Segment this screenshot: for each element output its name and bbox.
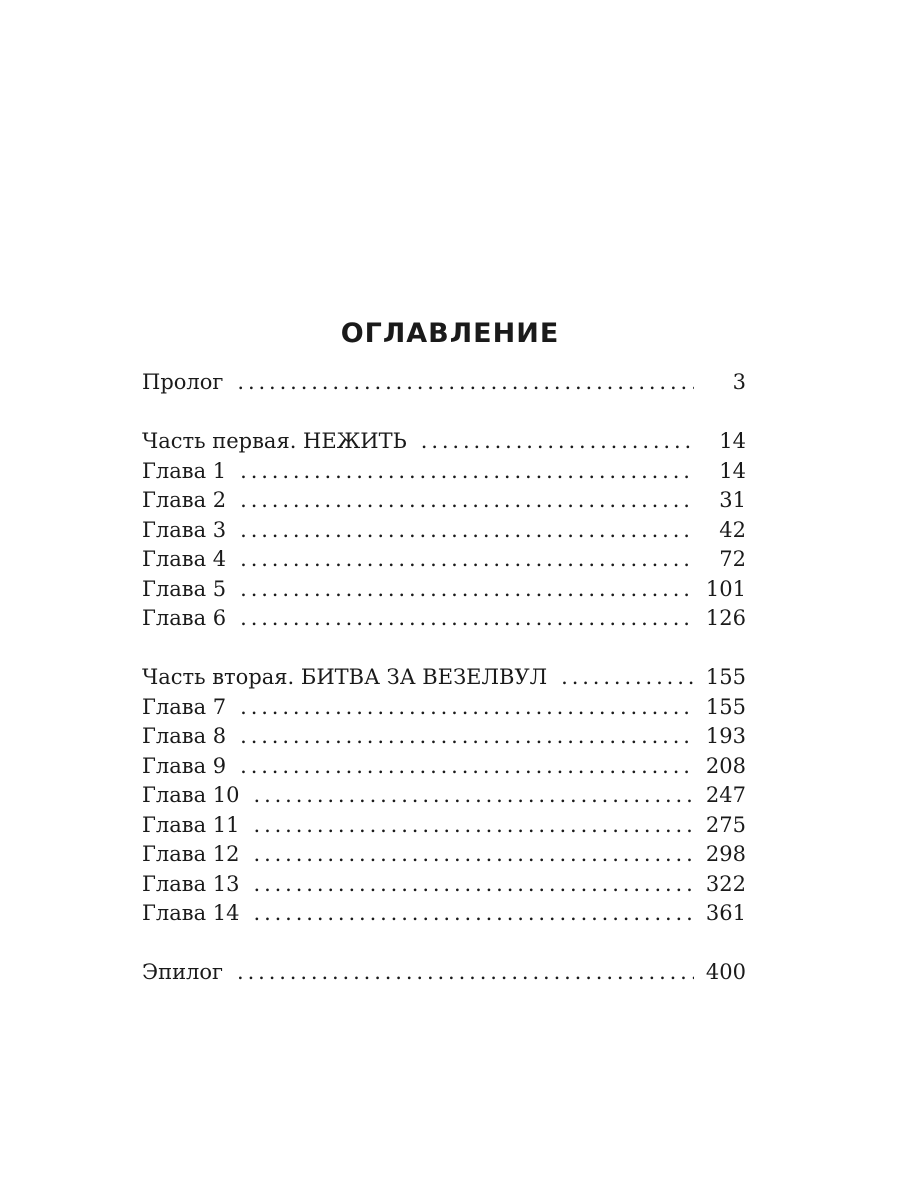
toc-entry-label: Глава 9 xyxy=(142,753,227,778)
dot-leader xyxy=(237,368,694,398)
dot-leader xyxy=(561,663,694,693)
toc-entry[interactable] xyxy=(142,575,746,605)
toc-page-number: 275 xyxy=(705,812,746,837)
toc-page-number: 155 xyxy=(705,665,746,689)
dot-leader xyxy=(254,840,694,870)
toc-page-number: 298 xyxy=(705,842,746,866)
toc-entry[interactable] xyxy=(142,752,746,782)
toc-entry[interactable] xyxy=(142,840,746,870)
toc-entry[interactable] xyxy=(142,486,746,516)
toc-section xyxy=(142,368,746,398)
dot-leader xyxy=(240,722,694,752)
toc-entry[interactable] xyxy=(142,663,746,693)
toc-entry-label: Глава 3 xyxy=(142,517,227,542)
toc-entry-label: Глава 12 xyxy=(142,842,240,866)
dot-leader xyxy=(240,752,694,782)
toc-page-number: 400 xyxy=(705,960,746,984)
page-title: ОГЛАВЛЕНИЕ xyxy=(340,318,560,349)
toc-entry-label: Глава 2 xyxy=(142,488,227,512)
toc-entry-label: Эпилог xyxy=(142,960,224,984)
toc-entry[interactable] xyxy=(142,693,746,723)
toc-page-number: 322 xyxy=(705,871,746,896)
toc-entry[interactable] xyxy=(142,545,746,575)
toc-entry[interactable] xyxy=(142,722,746,752)
toc-page-number: 14 xyxy=(719,429,746,453)
dot-leader xyxy=(240,604,694,634)
dot-leader xyxy=(240,516,694,546)
toc-entry-label: Глава 11 xyxy=(142,812,240,837)
toc-page-number: 155 xyxy=(705,694,746,719)
toc-entry[interactable] xyxy=(142,516,746,546)
toc-entry-label: Пролог xyxy=(142,370,224,394)
toc-entry-label: Глава 10 xyxy=(142,783,240,807)
toc-entry[interactable] xyxy=(142,958,746,988)
dot-leader xyxy=(254,781,694,811)
toc-page-number: 208 xyxy=(705,753,746,778)
toc-page-number: 3 xyxy=(732,370,746,394)
toc-entry-label: Глава 6 xyxy=(142,606,227,630)
toc-entry-label: Глава 14 xyxy=(142,901,240,925)
toc-entry[interactable] xyxy=(142,368,746,398)
toc-entry[interactable] xyxy=(142,457,746,487)
dot-leader xyxy=(254,811,694,841)
toc-entry-label: Глава 7 xyxy=(142,694,227,719)
toc-page-number: 42 xyxy=(719,517,746,542)
toc-page-number: 31 xyxy=(719,488,746,512)
table-of-contents xyxy=(142,368,746,988)
dot-leader xyxy=(240,545,694,575)
toc-entry[interactable] xyxy=(142,781,746,811)
dot-leader xyxy=(237,958,694,988)
dot-leader xyxy=(240,693,694,723)
toc-entry-label: Глава 8 xyxy=(142,724,227,748)
toc-entry[interactable] xyxy=(142,870,746,900)
dot-leader xyxy=(254,899,694,929)
toc-entry[interactable] xyxy=(142,811,746,841)
dot-leader xyxy=(421,427,694,457)
toc-entry-label: Глава 1 xyxy=(142,458,227,483)
toc-entry[interactable] xyxy=(142,899,746,929)
toc-entry-label: Глава 4 xyxy=(142,547,227,571)
toc-entry[interactable] xyxy=(142,427,746,457)
toc-page-number: 247 xyxy=(705,783,746,807)
toc-entry-label: Часть первая. НЕЖИТЬ xyxy=(142,429,407,453)
dot-leader xyxy=(240,457,694,487)
toc-page-number: 361 xyxy=(705,901,746,925)
toc-entry[interactable] xyxy=(142,604,746,634)
toc-page-number: 193 xyxy=(705,724,746,748)
dot-leader xyxy=(254,870,694,900)
dot-leader xyxy=(240,575,694,605)
dot-leader xyxy=(240,486,694,516)
toc-section xyxy=(142,663,746,929)
toc-page-number: 14 xyxy=(719,458,746,483)
toc-page-number: 72 xyxy=(719,547,746,571)
toc-entry-label: Часть вторая. БИТВА ЗА ВЕЗЕЛВУЛ xyxy=(142,665,548,689)
toc-page-number: 101 xyxy=(705,576,746,601)
toc-page-number: 126 xyxy=(705,606,746,630)
toc-section xyxy=(142,958,746,988)
toc-section xyxy=(142,427,746,634)
toc-entry-label: Глава 5 xyxy=(142,576,227,601)
toc-entry-label: Глава 13 xyxy=(142,871,240,896)
